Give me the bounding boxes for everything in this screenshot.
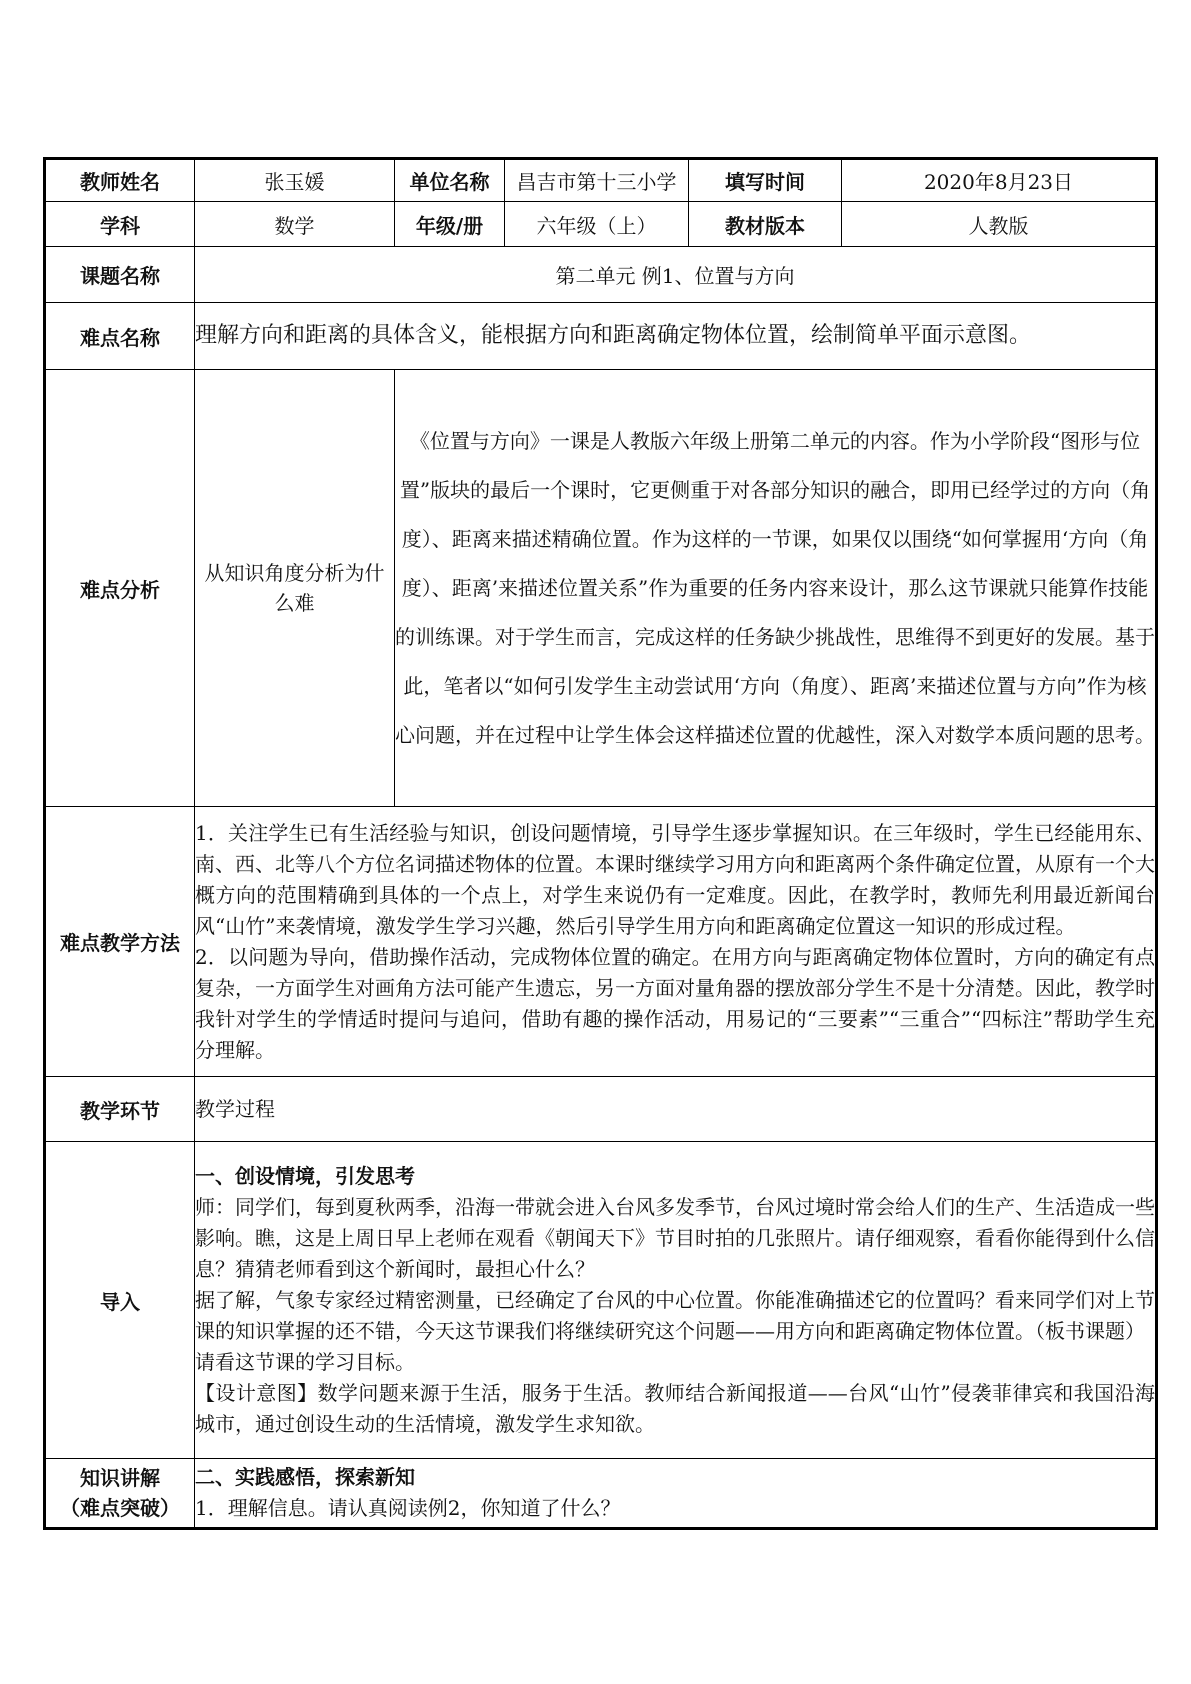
analysis-row bbox=[45, 370, 1157, 807]
teacher-value: 张玉媛 bbox=[195, 159, 395, 202]
method-paragraph-2: 2．以问题为导向，借助操作活动，完成物体位置的确定。在用方向与距离确定物体位置时，方向的确定有点复杂，一方面学生对画角方法可能产生遗忘，另一方面对量角器的摆放部分学生不是十分清楚。因此，教学时我针对学生的学情适时提问与追问，借助有趣的操作活动，用易记的“三要素”“三重合”“四标注”帮助学生充分理解。 bbox=[195, 944, 1155, 1062]
analysis-text: 《位置与方向》一课是人教版六年级上册第二单元的内容。作为小学阶段“图形与位置”版块的最后一个课时，它更侧重于对各部分知识的融合，即用已经学过的方向（角度）、距离来描述精确位置。作为这样的一节课，如果仅以围绕“如何掌握用‘方向（角度）、距离’来描述位置关系”作为重要的任务内容来设计，那么这节课就只能算作技能的训练课。对于学生而言，完成这样的任务缺少挑战性，思维得不到更好的发展。基于此，笔者以“如何引发学生主动尝试用‘方向（角度）、距离’来描述位置与方向”作为核心问题，并在过程中让学生体会这样描述位置的优越性，深入对数学本质问题的思考。 bbox=[395, 370, 1157, 807]
analysis-label: 难点分析 bbox=[45, 370, 195, 807]
knowledge-label-line-2: （难点突破） bbox=[60, 1496, 180, 1520]
unit-value: 昌吉市第十三小学 bbox=[505, 159, 689, 202]
header-row-2 bbox=[45, 202, 1157, 247]
knowledge-label-line-1: 知识讲解 bbox=[80, 1466, 160, 1490]
intro-row bbox=[45, 1142, 1157, 1459]
method-row bbox=[45, 807, 1157, 1077]
intro-text bbox=[195, 1142, 1157, 1459]
difficulty-row bbox=[45, 303, 1157, 370]
edition-value: 人教版 bbox=[842, 202, 1157, 247]
grade-value: 六年级（上） bbox=[505, 202, 689, 247]
knowledge-label bbox=[45, 1459, 195, 1529]
unit-label: 单位名称 bbox=[395, 159, 505, 202]
topic-value: 第二单元 例1、位置与方向 bbox=[195, 247, 1157, 303]
intro-paragraph-4: 【设计意图】数学问题来源于生活，服务于生活。教师结合新闻报道——台风“山竹”侵袭菲律宾和我国沿海城市，通过创设生动的生活情境，激发学生求知欲。 bbox=[195, 1380, 1155, 1436]
date-label: 填写时间 bbox=[689, 159, 842, 202]
teacher-label: 教师姓名 bbox=[45, 159, 195, 202]
difficulty-label: 难点名称 bbox=[45, 303, 195, 370]
intro-paragraph-1: 师：同学们，每到夏秋两季，沿海一带就会进入台风多发季节，台风过境时常会给人们的生产、生活造成一些影响。瞧，这是上周日早上老师在观看《朝闻天下》节目时拍的几张照片。请仔细观察，看看你能得到什么信息？猜猜老师看到这个新闻时，最担心什么？ bbox=[195, 1194, 1155, 1281]
grade-label: 年级/册 bbox=[395, 202, 505, 247]
process-row bbox=[45, 1077, 1157, 1142]
topic-row bbox=[45, 247, 1157, 303]
lesson-plan-table bbox=[43, 157, 1158, 1530]
subject-label: 学科 bbox=[45, 202, 195, 247]
process-value: 教学过程 bbox=[195, 1077, 1157, 1142]
knowledge-text bbox=[195, 1459, 1157, 1529]
date-value: 2020年8月23日 bbox=[842, 159, 1157, 202]
knowledge-heading: 二、实践感悟，探索新知 bbox=[195, 1465, 415, 1489]
intro-paragraph-3: 请看这节课的学习目标。 bbox=[195, 1349, 415, 1374]
method-label: 难点教学方法 bbox=[45, 807, 195, 1077]
intro-paragraph-2: 据了解，气象专家经过精密测量，已经确定了台风的中心位置。你能准确描述它的位置吗？看来同学们对上节课的知识掌握的还不错，今天这节课我们将继续研究这个问题——用方向和距离确定物体位置。（板书课题） bbox=[195, 1287, 1155, 1343]
subject-value: 数学 bbox=[195, 202, 395, 247]
header-row-1 bbox=[45, 159, 1157, 202]
process-label: 教学环节 bbox=[45, 1077, 195, 1142]
edition-label: 教材版本 bbox=[689, 202, 842, 247]
topic-label: 课题名称 bbox=[45, 247, 195, 303]
intro-label: 导入 bbox=[45, 1142, 195, 1459]
knowledge-paragraph-1: 1．理解信息。请认真阅读例2，你知道了什么？ bbox=[195, 1496, 621, 1520]
method-paragraph-1: 1．关注学生已有生活经验与知识，创设问题情境，引导学生逐步掌握知识。在三年级时，学生已经能用东、南、西、北等八个方位名词描述物体的位置。本课时继续学习用方向和距离两个条件确定位置，从原有一个大概方向的范围精确到具体的一个点上，对学生来说仍有一定难度。因此，在教学时，教师先利用最近新闻台风“山竹”来袭情境，激发学生学习兴趣，然后引导学生用方向和距离确定位置这一知识的形成过程。 bbox=[195, 820, 1155, 938]
knowledge-row bbox=[45, 1459, 1157, 1529]
method-text bbox=[195, 807, 1157, 1077]
difficulty-value: 理解方向和距离的具体含义，能根据方向和距离确定物体位置，绘制简单平面示意图。 bbox=[195, 303, 1157, 370]
analysis-sub-label: 从知识角度分析为什么难 bbox=[195, 370, 395, 807]
intro-heading: 一、创设情境，引发思考 bbox=[195, 1163, 415, 1188]
